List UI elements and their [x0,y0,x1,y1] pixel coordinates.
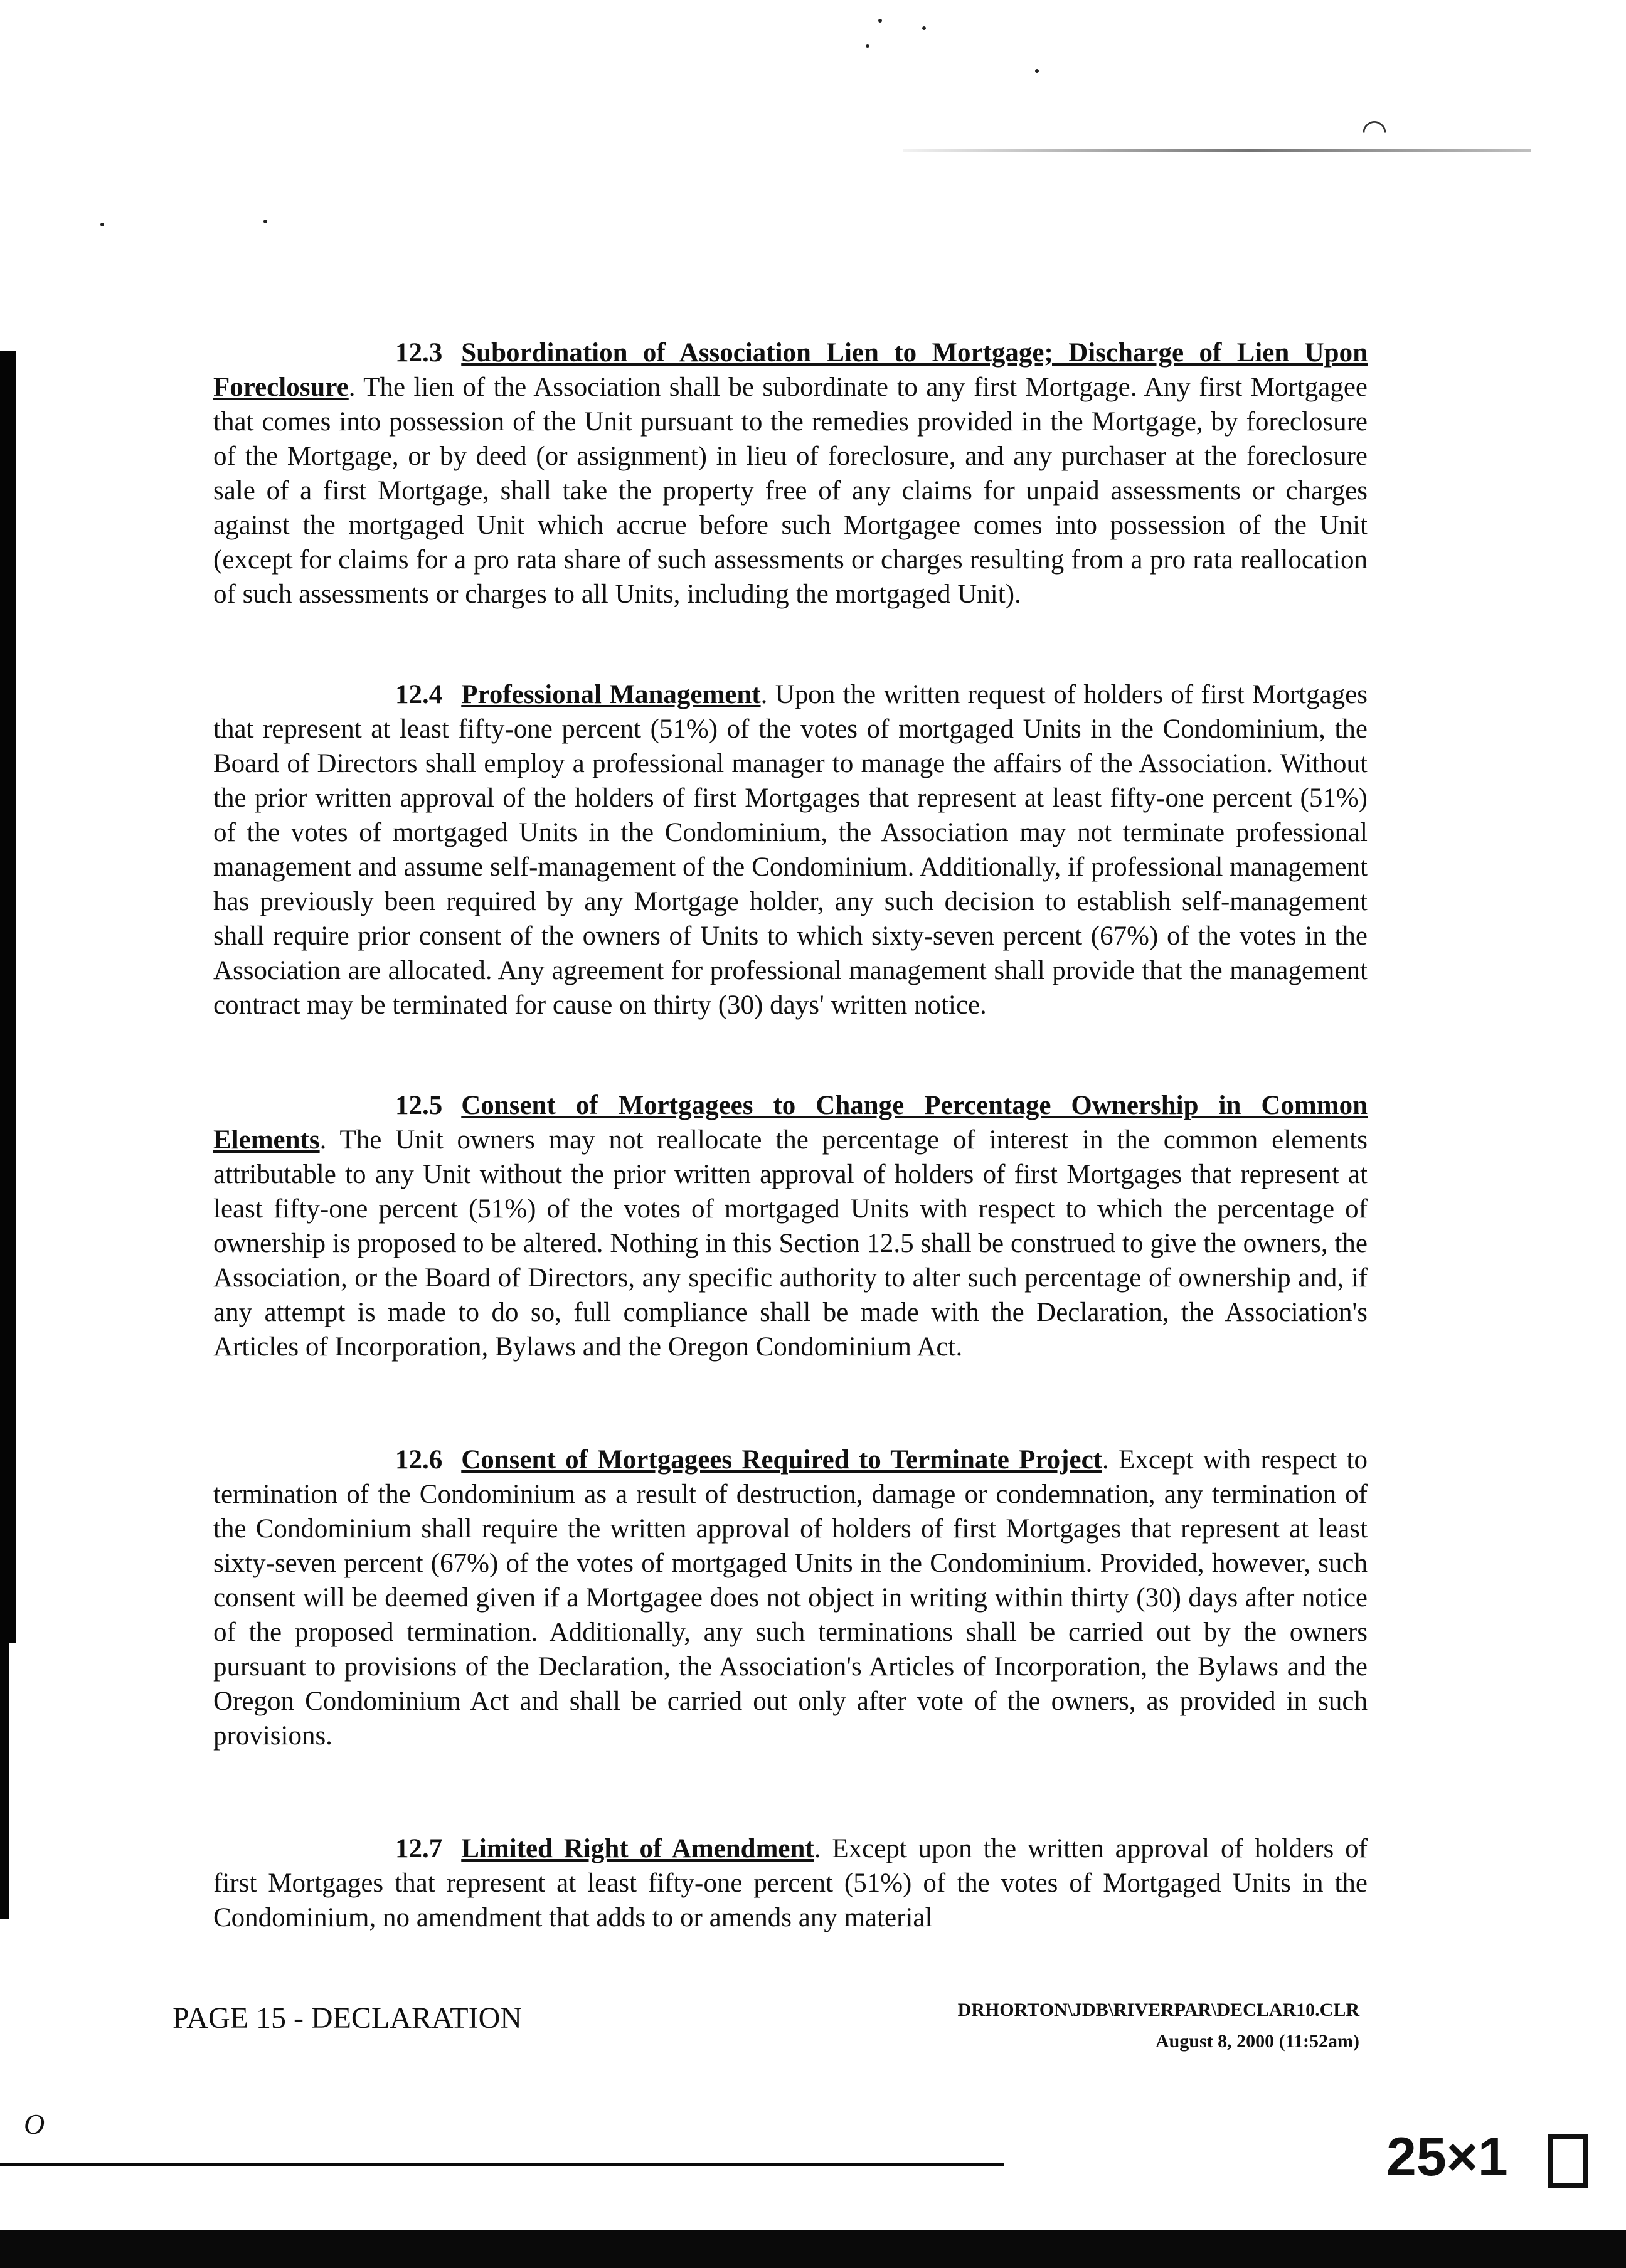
scan-top-mark: ◠ [1361,114,1388,147]
section-title: Consent of Mortgagees to Change Percentage Ownership in Common Elements [213,1091,1368,1155]
section-body: The Unit owners may not reallocate the percentage of interest in the common elements attributable to any Unit without the prior written approval of holders of first Mortgages that represent at least fifty-one percent (51%) of the votes of mortgaged Units with respect to which the percentage of ownership is proposed to be altered. Nothing in this Section 12.5 shall be construed to give the owners, the Association, or the Board of Directors, any specific authority to alter such percentage of ownership and, if any attempt is made to do so, full compliance shall be made with the Declaration, the Association's Articles of Incorporation, Bylaws and the Oregon Condominium Act. [213,1125,1368,1362]
section-number: 12.6 [395,1445,443,1475]
section-title: Consent of Mortgagees Required to Terminate Project [461,1445,1102,1475]
section-number: 12.4 [395,680,443,709]
section-12-3: 12.3 Subordination of Association Lien to Mortgage; Discharge of Lien Upon Foreclosure. The lien of the Association shall be subordinate to any first Mortgage. Any first Mortgagee that comes into possession of the Unit pursuant to the remedies provided in the Mortgage, by foreclosure of the Mortgage, or by deed (or assignment) in lieu of foreclosure, and any purchaser at the foreclosure sale of a first Mortgage, shall take the property free of any claims for unpaid assessments or charges against the mortgaged Unit which accrue before such Mortgagee comes into possession of the Unit (except for claims for a pro rata share of such assessments or charges resulting from a pro rata reallocation of such assessments or charges to all Units, including the mortgaged Unit). [213,338,1368,609]
scan-edge-shadow-tail [0,1643,9,1919]
footer-file-info [958,1995,1359,2057]
page-label: PAGE 15 - DECLARATION [173,2001,522,2035]
section-body: The lien of the Association shall be subordinate to any first Mortgage. Any first Mortgagee that comes into possession of the Unit pursuant to the remedies provided in the Mortgage, by foreclosure of the Mortgage, or by deed (or assignment) in lieu of foreclosure, and any purchaser at the foreclosure sale of a first Mortgage, shall take the property free of any claims for unpaid assessments or charges against the mortgaged Unit which accrue before such Mortgagee comes into possession of the Unit (except for claims for a pro rata share of such assessments or charges resulting from a pro rata reallocation of such assessments or charges to all Units, including the mortgaged Unit). [213,373,1368,609]
section-number: 12.5 [395,1091,443,1120]
section-body: Except with respect to termination of the Condominium as a result of destruction, damage or condemnation, any termination of the Condominium shall require the written approval of holders of first Mortgages that represent at least sixty-seven percent (67%) of the votes of mortgaged Units in the Condominium. Provided, however, such consent will be deemed given if a Mortgagee does not object in writing within thirty (30) days after notice of the proposed termination. Additionally, any such terminations shall be carried out by the owners pursuant to provisions of the Declaration, the Association's Articles of Incorporation, the Bylaws and the Oregon Condominium Act and shall be carried out only after vote of the owners, as provided in such provisions. [213,1445,1368,1751]
scan-speck [878,19,882,23]
section-number: 12.3 [395,338,443,368]
section-12-7: 12.7 Limited Right of Amendment. Except upon the written approval of holders of first Mortgages that represent at least fifty-one percent (51%) of the votes of Mortgaged Units in the Condominium, no amendment that adds to or amends any material [213,1834,1368,1932]
scan-bottom-band [0,2230,1626,2268]
stamp-box-icon [1548,2134,1588,2188]
scan-speck [263,220,267,223]
page-stamp: 25×1 [1386,2127,1508,2187]
section-body: Upon the written request of holders of first Mortgages that represent at least fifty-one percent (51%) of the votes of mortgaged Units in the Condominium, the Board of Directors shall employ a professional manager to manage the affairs of the Association. Without the prior written approval of the holders of first Mortgages that represent at least fifty-one percent (51%) of the votes of mortgaged Units in the Condominium, the Association may not terminate professional management and assume self-management of the Condominium. Additionally, if professional management has previously been required by any Mortgage holder, any such decision to establish self-management shall require prior consent of the owners of Units to which sixty-seven percent (67%) of the votes in the Association are allocated. Any agreement for professional management shall provide that the management contract may be terminated for cause on thirty (30) days' written notice. [213,680,1368,1020]
corner-mark: O [24,2108,45,2140]
section-title: Subordination of Association Lien to Mortgage; Discharge of Lien Upon Foreclosure [213,338,1368,402]
section-title: Limited Right of Amendment [461,1834,814,1863]
section-12-6: 12.6 Consent of Mortgagees Required to Terminate Project. Except with respect to termination of the Condominium as a result of destruction, damage or condemnation, any termination of the Condominium shall require the written approval of holders of first Mortgages that represent at least sixty-seven percent (67%) of the votes of mortgaged Units in the Condominium. Provided, however, such consent will be deemed given if a Mortgagee does not object in writing within thirty (30) days after notice of the proposed termination. Additionally, any such terminations shall be carried out by the owners pursuant to provisions of the Declaration, the Association's Articles of Incorporation, the Bylaws and the Oregon Condominium Act and shall be carried out only after vote of the owners, as provided in such provisions. [213,1445,1368,1751]
section-12-4: 12.4 Professional Management. Upon the written request of holders of first Mortgages that represent at least fifty-one percent (51%) of the votes of mortgaged Units in the Condominium, the Board of Directors shall employ a professional manager to manage the affairs of the Association. Without the prior written approval of the holders of first Mortgages that represent at least fifty-one percent (51%) of the votes of mortgaged Units in the Condominium, the Association may not terminate professional management and assume self-management of the Condominium. Additionally, if professional management has previously been required by any Mortgage holder, any such decision to establish self-management shall require prior consent of the owners of Units to which sixty-seven percent (67%) of the votes in the Association are allocated. Any agreement for professional management shall provide that the management contract may be terminated for cause on thirty (30) days' written notice. [213,680,1368,1020]
scan-speck [100,223,104,226]
scan-edge-shadow [0,351,16,1643]
scan-speck [1035,69,1039,73]
section-number: 12.7 [395,1834,443,1863]
scan-top-rule [903,149,1531,152]
footer-date: August 8, 2000 (11:52am) [1155,2031,1359,2052]
section-12-5: 12.5 Consent of Mortgagees to Change Percentage Ownership in Common Elements. The Unit owners may not reallocate the percentage of interest in the common elements attributable to any Unit without the prior written approval of holders of first Mortgages that represent at least fifty-one percent (51%) of the votes of mortgaged Units with respect to which the percentage of ownership is proposed to be altered. Nothing in this Section 12.5 shall be construed to give the owners, the Association, or the Board of Directors, any specific authority to alter such percentage of ownership and, if any attempt is made to do so, full compliance shall be made with the Declaration, the Association's Articles of Incorporation, Bylaws and the Oregon Condominium Act. [213,1091,1368,1362]
footer-file-path: DRHORTON\JDB\RIVERPAR\DECLAR10.CLR [957,2000,1359,2020]
section-body: Except upon the written approval of holders of first Mortgages that represent at least fifty-one percent (51%) of the votes of Mortgaged Units in the Condominium, no amendment that adds to or amends any material [213,1834,1368,1932]
scan-speck [922,26,926,30]
scan-bottom-rule [0,2163,1004,2166]
section-title: Professional Management [461,680,761,709]
scan-speck [866,44,869,48]
